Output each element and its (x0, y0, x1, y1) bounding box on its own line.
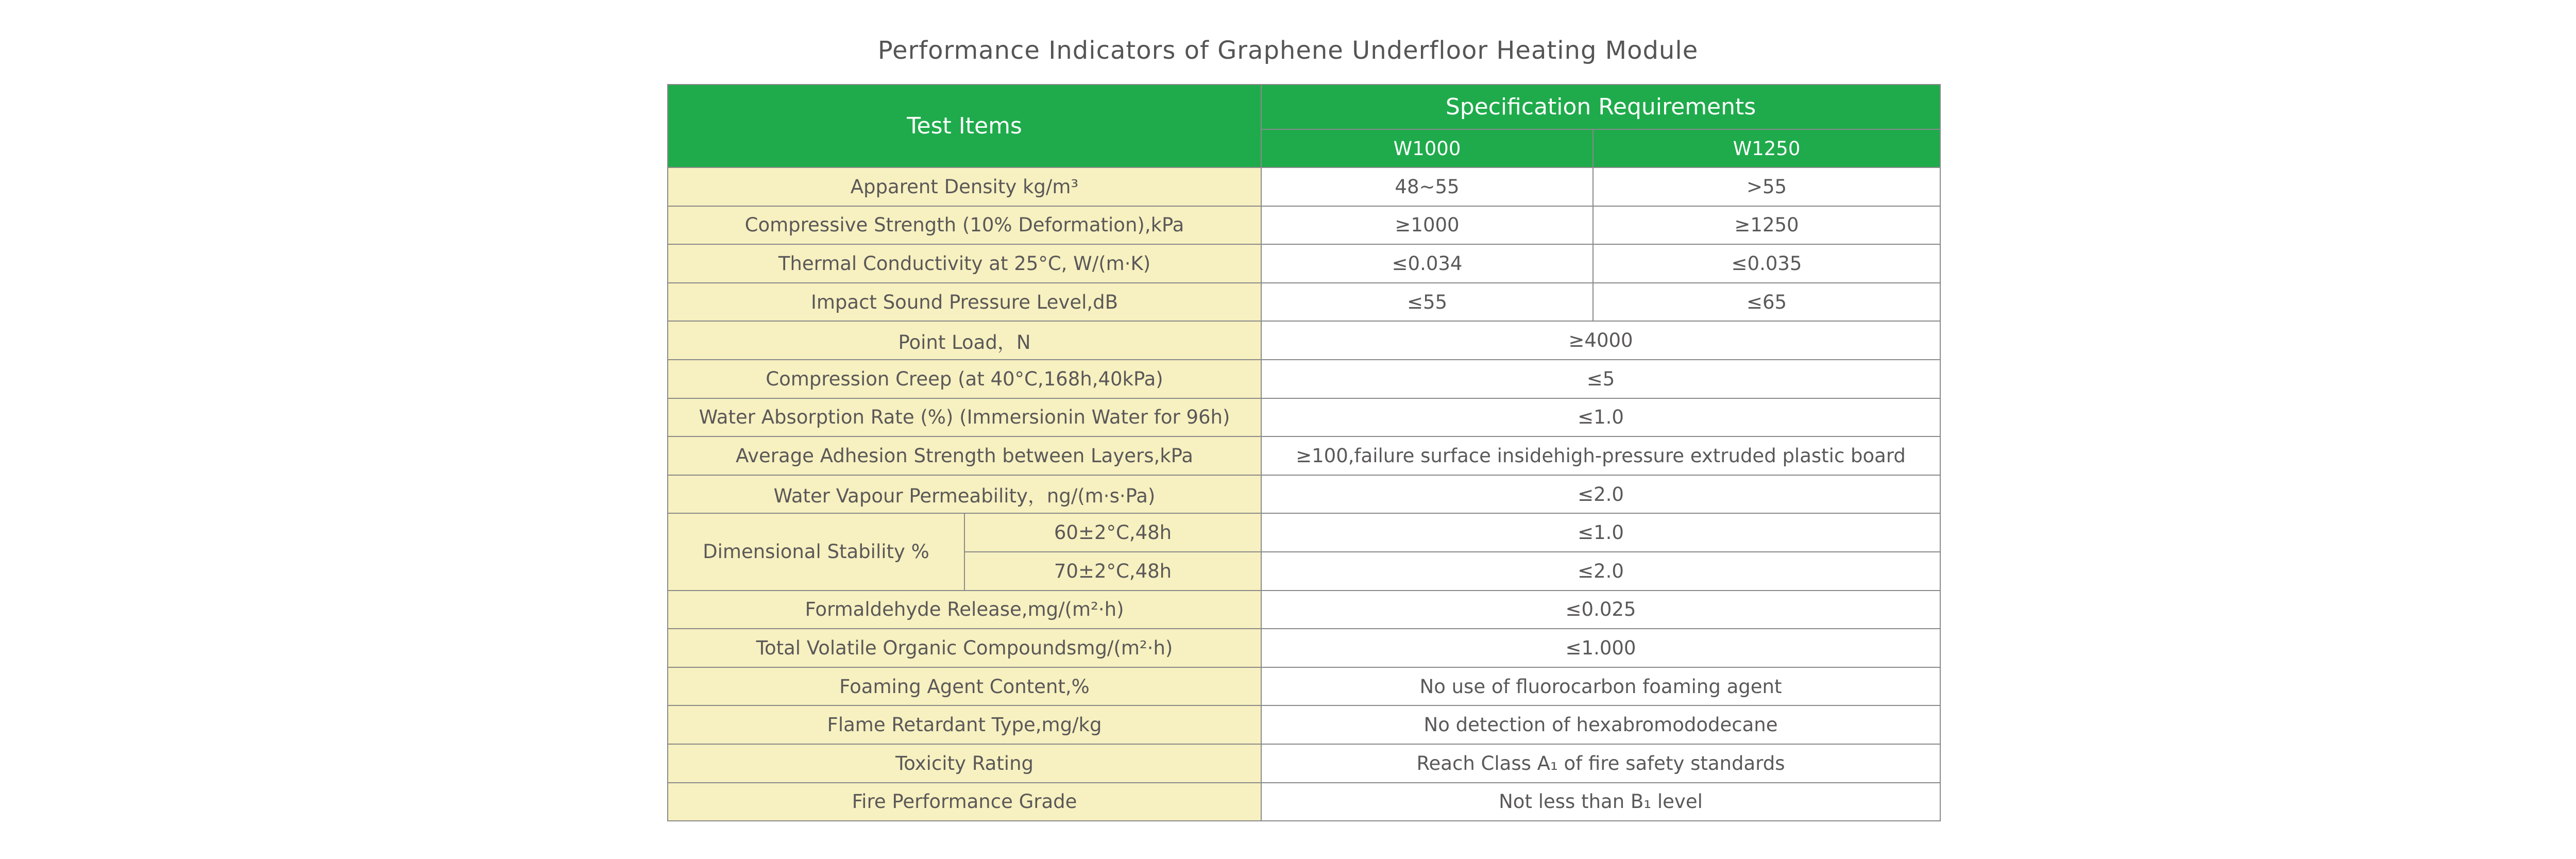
row-value: Not less than B₁ level (1261, 783, 1940, 821)
row-value: Reach Class A₁ of fire safety standards (1261, 744, 1940, 783)
row-item-label: Formaldehyde Release,mg/(m²·h) (668, 591, 1261, 629)
row-item-label: Compression Creep (at 40°C,168h,40kPa) (668, 360, 1261, 398)
w1000-header: W1000 (1261, 129, 1593, 167)
spec-requirements-header: Specification Requirements (1261, 85, 1940, 129)
w1000-value: ≤55 (1261, 283, 1593, 322)
row-value: ≥4000 (1261, 321, 1940, 360)
w1250-value: >55 (1593, 167, 1940, 206)
w1000-value: ≥1000 (1261, 206, 1593, 245)
row-value: ≥100,failure surface insidehigh-pressure extruded plastic board (1261, 436, 1940, 475)
row-item-label: Flame Retardant Type,mg/kg (668, 705, 1261, 744)
test-items-header: Test Items (668, 85, 1261, 167)
table-row (668, 629, 1940, 667)
w1250-value: ≤0.035 (1593, 244, 1940, 283)
row-item-label: Fire Performance Grade (668, 783, 1261, 821)
row-value: ≤1.0 (1261, 398, 1940, 437)
table-row (668, 283, 1940, 322)
row-value: ≤2.0 (1261, 475, 1940, 514)
table-row (668, 513, 1940, 552)
table-row (668, 360, 1940, 398)
row-item-label: Compressive Strength (10% Deformation),kPa (668, 206, 1261, 245)
row-value: ≤1.000 (1261, 629, 1940, 667)
row-value: No use of fluorocarbon foaming agent (1261, 667, 1940, 706)
table-row (668, 783, 1940, 821)
table-row (668, 475, 1940, 514)
row-item-label: Average Adhesion Strength between Layers,kPa (668, 436, 1261, 475)
table-row (668, 321, 1940, 360)
row-item-label: Water Absorption Rate (%) (Immersionin Water for 96h) (668, 398, 1261, 437)
table-row (668, 436, 1940, 475)
row-item-label: Impact Sound Pressure Level,dB (668, 283, 1261, 322)
row-item-label: Point Load，N (668, 321, 1261, 360)
row-value: ≤2.0 (1261, 552, 1940, 591)
row-item-label: Thermal Conductivity at 25°C, W/(m·K) (668, 244, 1261, 283)
w1250-value: ≤65 (1593, 283, 1940, 322)
w1250-header: W1250 (1593, 129, 1940, 167)
table-row (668, 591, 1940, 629)
page-title: Performance Indicators of Graphene Underfloor Heating Module (877, 36, 1699, 65)
performance-table (667, 84, 1941, 821)
table-row (668, 667, 1940, 706)
row-value: No detection of hexabromododecane (1261, 705, 1940, 744)
row-item-label: Apparent Density kg/m³ (668, 167, 1261, 206)
table-header-row (668, 85, 1940, 129)
row-subitem-label: 60±2°C,48h (964, 513, 1261, 552)
row-value: ≤0.025 (1261, 591, 1940, 629)
row-subitem-label: 70±2°C,48h (964, 552, 1261, 591)
w1000-value: ≤0.034 (1261, 244, 1593, 283)
table-row (668, 167, 1940, 206)
row-item-label: Total Volatile Organic Compoundsmg/(m²·h) (668, 629, 1261, 667)
w1000-value: 48~55 (1261, 167, 1593, 206)
table-row (668, 398, 1940, 437)
row-value: ≤1.0 (1261, 513, 1940, 552)
table-row (668, 705, 1940, 744)
table-row (668, 244, 1940, 283)
row-item-label: Dimensional Stability % (668, 513, 964, 590)
row-item-label: Water Vapour Permeability，ng/(m·s·Pa) (668, 475, 1261, 514)
w1250-value: ≥1250 (1593, 206, 1940, 245)
table-row (668, 744, 1940, 783)
row-item-label: Toxicity Rating (668, 744, 1261, 783)
row-item-label: Foaming Agent Content,% (668, 667, 1261, 706)
table-row (668, 206, 1940, 245)
row-value: ≤5 (1261, 360, 1940, 398)
